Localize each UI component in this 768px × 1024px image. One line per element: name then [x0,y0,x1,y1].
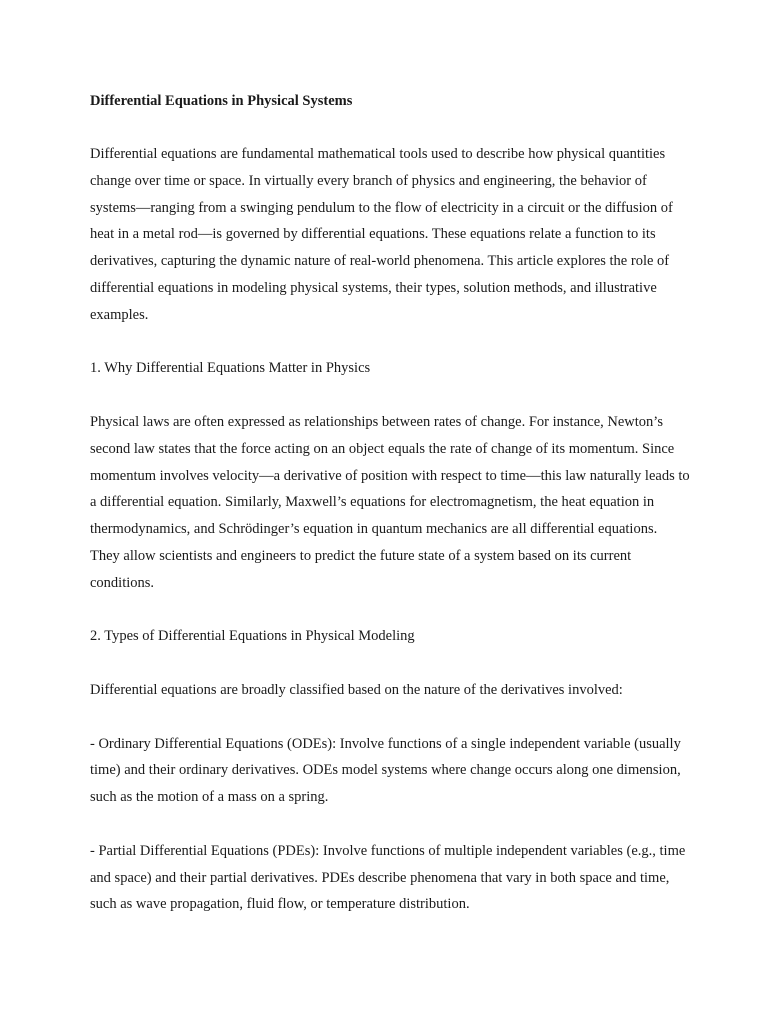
section-2-heading: 2. Types of Differential Equations in Physical Modeling [90,628,415,645]
section-1-paragraph: Physical laws are often expressed as relationships between rates of change. For instance, Newton’s second law states that the force acting on an object equals the rate of change of its momentum. Since momentum involves velocity—a derivative of position with respect to time—this law naturally leads to a differential equation. Similarly, Maxwell’s equations for electromagnetism, the heat equation in thermodynamics, and Schrödinger’s equation in quantum mechanics are all differential equations. They allow scientists and engineers to predict the future state of a system based on its current conditions. [90,413,690,591]
document-title: Differential Equations in Physical Systems [90,93,353,109]
intro-paragraph: Differential equations are fundamental mathematical tools used to describe how physical quantities change over time or space. In virtually every branch of physics and engineering, the behavior of systems—ranging from a swinging pendulum to the flow of electricity in a circuit or the diffusion of heat in a metal rod—is governed by differential equations. These equations relate a function to its derivatives, capturing the dynamic nature of real-world phenomena. This article explores the role of differential equations in modeling physical systems, their types, solution methods, and illustrative examples. [90,146,673,323]
section-1-heading: 1. Why Differential Equations Matter in Physics [90,360,371,377]
pdes-list-item: - Partial Differential Equations (PDEs): Involve functions of multiple independent variables (e.g., time and space) and their partial derivatives. PDEs describe phenomena that vary in both space and time, such as wave propagation, fluid flow, or temperature distribution. [90,842,686,913]
section-2-intro-paragraph: Differential equations are broadly classified based on the nature of the derivatives involved: [90,681,623,698]
document-page [90,88,690,945]
odes-list-item: - Ordinary Differential Equations (ODEs): Involve functions of a single independent variable (usually time) and their ordinary derivatives. ODEs model systems where change occurs along one dimension, such as the motion of a mass on a spring. [90,735,681,806]
